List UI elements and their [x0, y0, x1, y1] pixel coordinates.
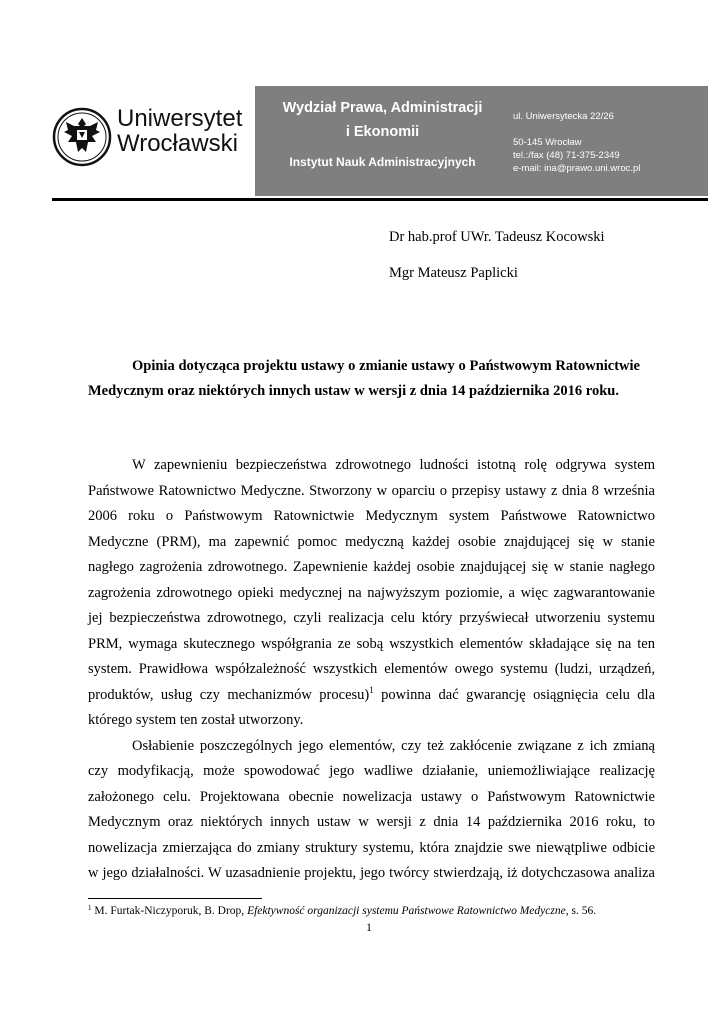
document-title [88, 354, 640, 404]
body-line: W zapewnieniu bezpieczeństwa zdrowotnego ludności istotną rolę odgrywa system [132, 457, 655, 473]
body-line: 2006 roku o Państwowym Ratownictwie Medycznym system Państwowe Ratownictwo [88, 508, 655, 524]
document-title-line1: Opinia dotycząca projektu ustawy o zmianie ustawy o Państwowym Ratownictwie [132, 358, 640, 374]
footnote-reference[interactable]: 1 [369, 684, 374, 695]
recipient-2: Mgr Mateusz Paplicki [389, 265, 518, 281]
contact-address [513, 110, 640, 175]
footnote [88, 905, 596, 917]
address-street: ul. Uniwersytecka 22/26 [513, 111, 614, 122]
footnote-marker: 1 [88, 904, 92, 912]
header-divider [52, 198, 708, 201]
page-number: 1 [366, 920, 372, 934]
body-line: PRM, wymaga skutecznego współgrania ze sobą wszystkich elementów składające się na ten [88, 635, 655, 652]
faculty-title [275, 96, 490, 144]
body-line: jej bezpieczeństwa zdrowotnego, czyli realizacja celu który przyświecał utworzeniu systemu [88, 610, 655, 626]
body-line: system. Prawidłowa współzależność wszystkich elementów owego systemu (ludzi, urządzeń, [88, 661, 655, 677]
university-name-line1: Uniwersytet [117, 105, 243, 132]
body-line: Państwowe Ratownictwo Medyczne. Stworzony w oparciu o przepisy ustawy z dnia 8 września [88, 482, 655, 499]
body-line: w jego działalności. W uzasadnienie projektu, jego twórcy stwierdzają, iż dotychczasowa analiza [88, 865, 655, 881]
faculty-header-box [255, 86, 708, 196]
body-line-with-footnote [88, 683, 655, 709]
body-line: nowelizacja zmierzająca do zmiany struktury systemu, która znajdzie swe niewątpliwe odbicie [88, 839, 655, 856]
body-line: zagrożenia zdrowotnego opieki medycznej na najwyższym poziomie, a więc zagwarantowanie [88, 584, 655, 601]
recipient-1: Dr hab.prof UWr. Tadeusz Kocowski [389, 229, 605, 245]
body-line: nagłego zagrożenia zdrowotnego. Zapewnienie każdej osobie znajdującej się w stanie nagłego [88, 559, 655, 575]
document-body [88, 453, 655, 887]
recipients-block [389, 229, 605, 301]
university-name [117, 106, 242, 156]
footnote-divider [88, 898, 262, 899]
university-name-line2: Wrocławski [117, 130, 238, 157]
faculty-title-line2: i Ekonomii [345, 124, 420, 140]
phone-fax: tel.:/fax (48) 71-375-2349 [513, 150, 620, 161]
faculty-title-line1: Wydział Prawa, Administracji [282, 100, 483, 116]
email-address: e-mail: ina@prawo.uni.wroc.pl [513, 163, 641, 174]
body-line: Osłabienie poszczególnych jego elementów, czy też zakłócenie związane z ich zmianą [132, 737, 655, 754]
university-eagle-logo-icon [52, 104, 112, 170]
body-line: Medyczne (PRM), ma zapewnić pomoc medyczną każdej osobie znajdującej się w stanie [88, 533, 655, 550]
body-line: założonego celu. Projektowana obecnie nowelizacja ustawy o Państwowym Ratownictwie [88, 788, 655, 805]
body-line-part: powinna dać gwarancję osiągnięcia celu dla [381, 686, 656, 703]
body-line: którego system ten został utworzony. [88, 712, 304, 728]
footnote-title: Efektywność organizacji systemu Państwowe Ratownictwo Medyczne, [247, 905, 569, 917]
body-line: Medycznym oraz niektórych innych ustaw w wersji z dnia 14 października 2016 roku, to [88, 814, 655, 830]
body-line-part: produktów, usług czy mechanizmów procesu) [88, 686, 370, 703]
footnote-authors: M. Furtak-Niczyporuk, B. Drop, [94, 905, 245, 917]
address-city: 50-145 Wrocław [513, 137, 582, 148]
footnote-page: s. 56. [571, 905, 597, 917]
institute-name: Instytut Nauk Administracyjnych [289, 155, 476, 169]
body-line: czy modyfikacją, może spowodować jego wadliwe działanie, uniemożliwiające realizację [88, 763, 655, 779]
document-title-line2: Medycznym oraz niektórych innych ustaw w wersji z dnia 14 października 2016 roku. [88, 383, 619, 399]
